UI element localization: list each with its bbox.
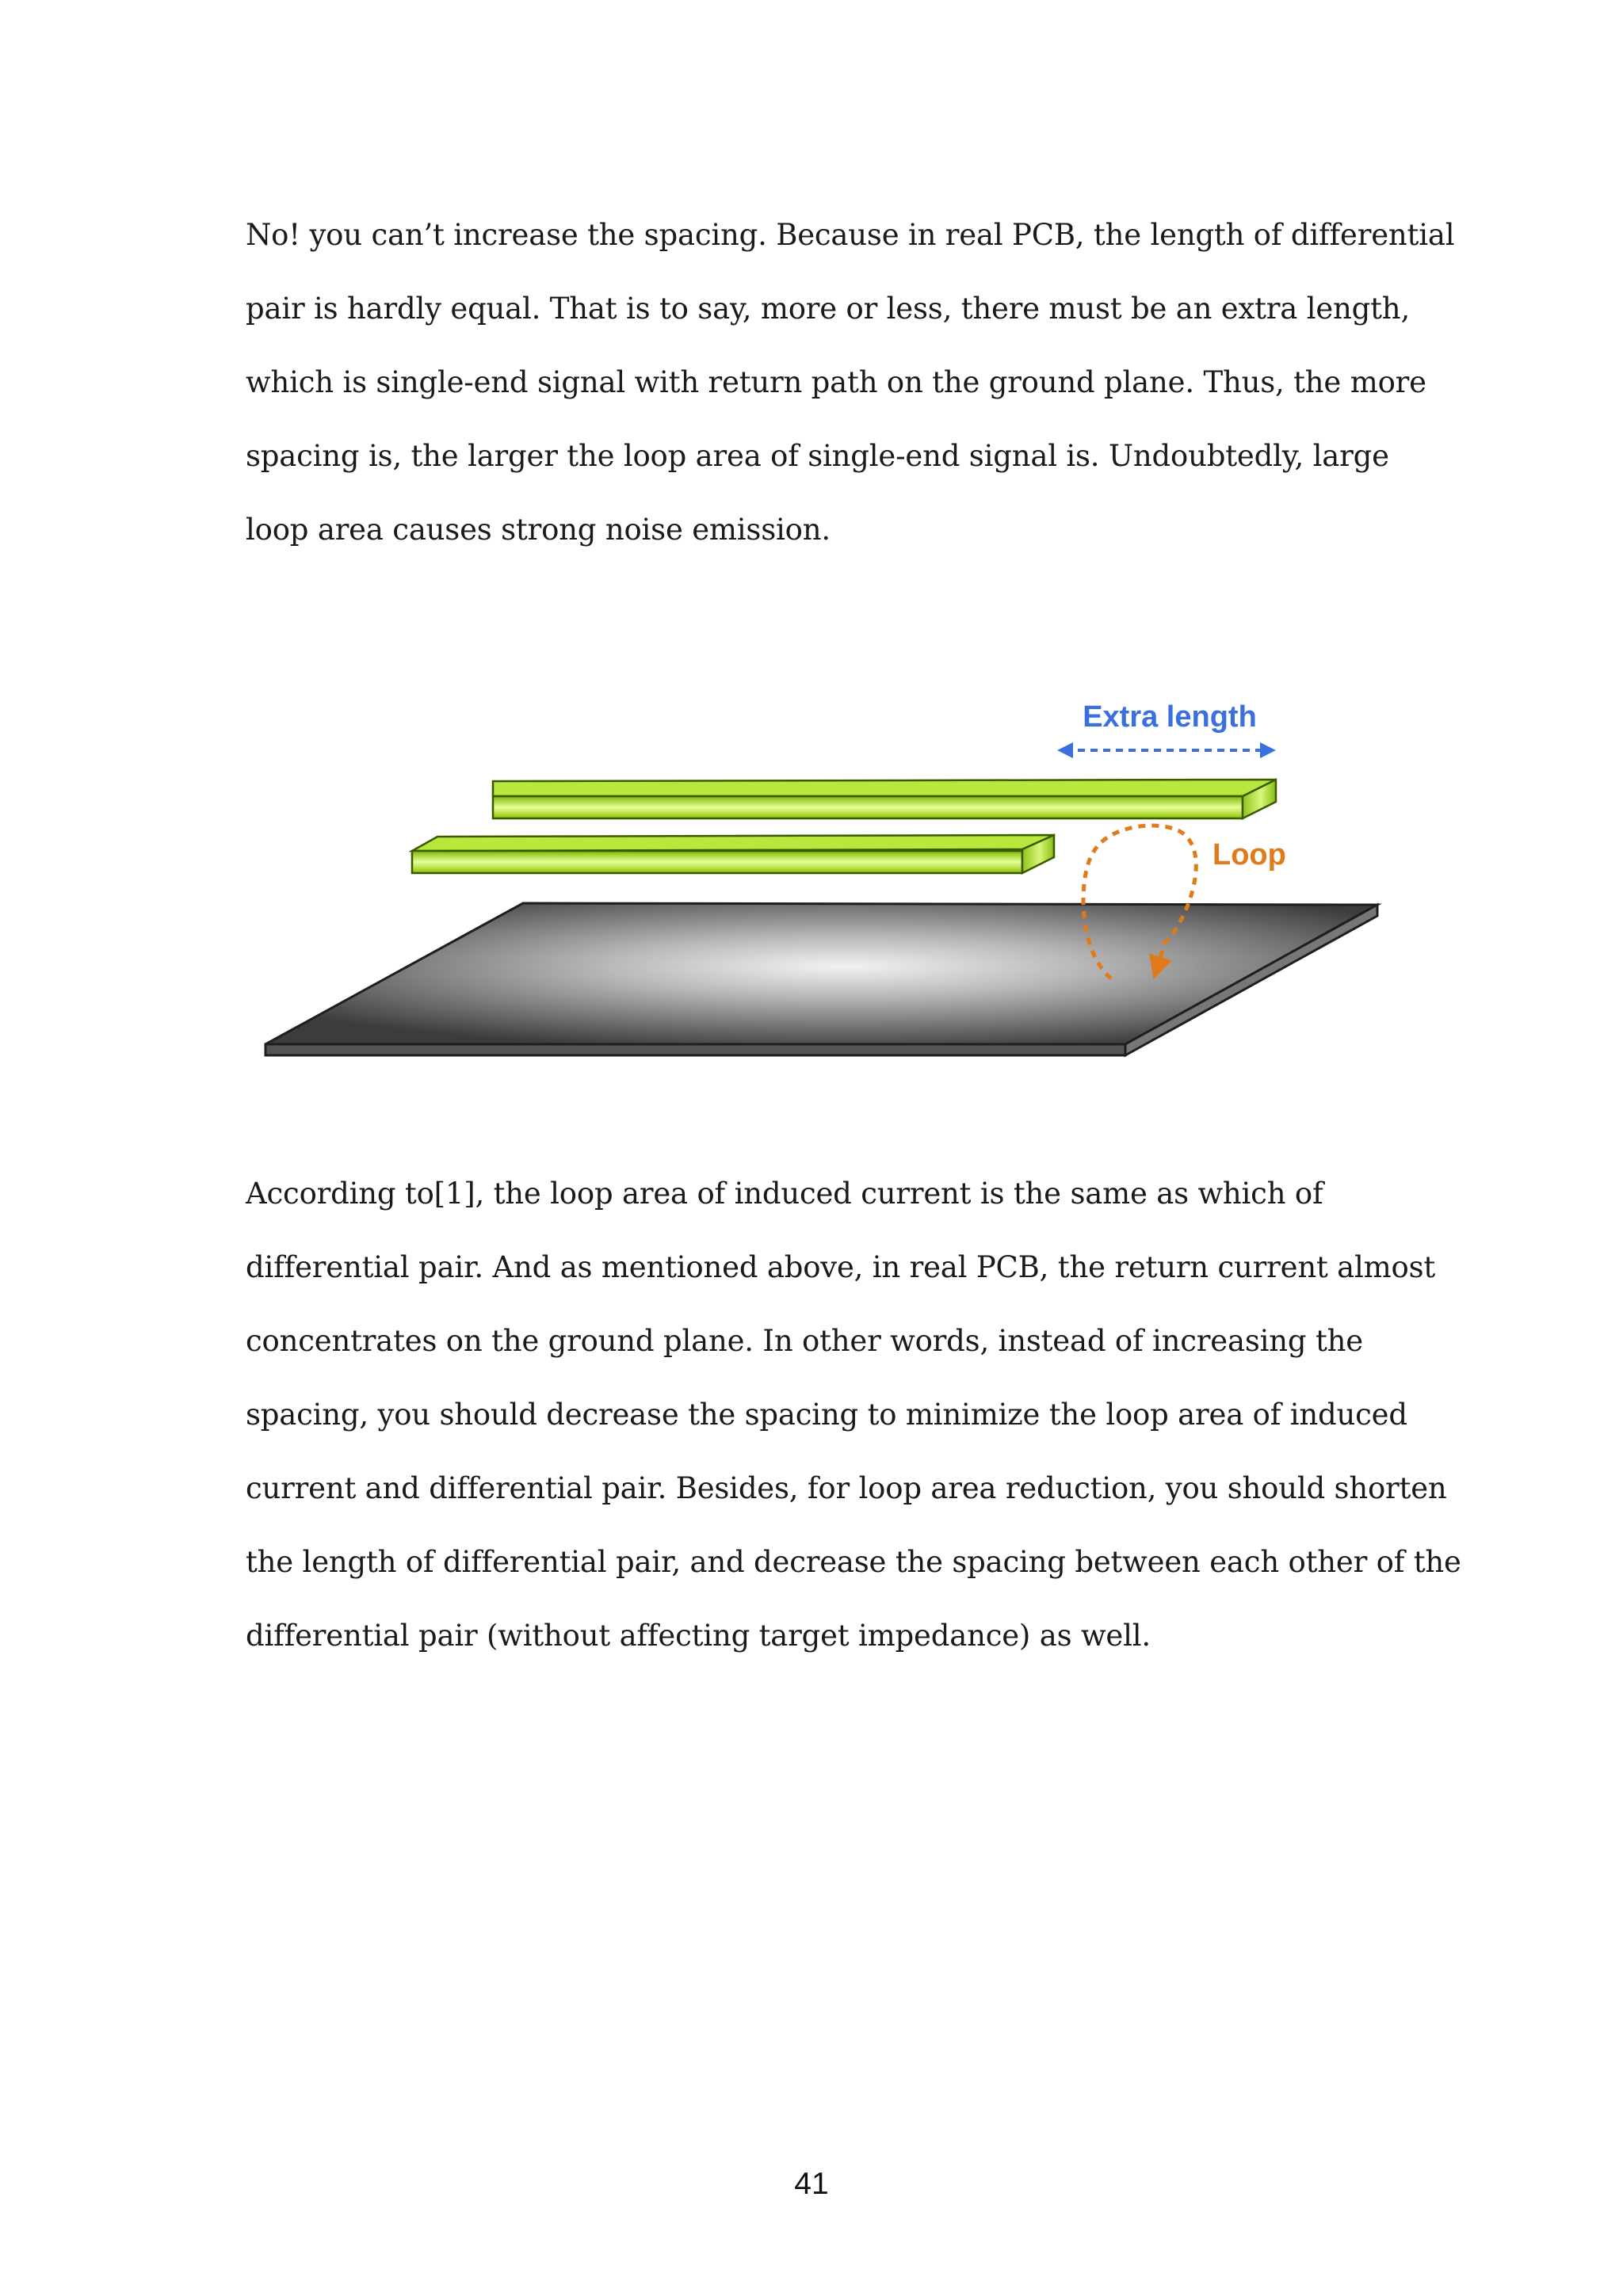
paragraph-line: spacing, you should decrease the spacing to minimize the loop area of induced <box>246 1398 1407 1432</box>
paragraph-line: concentrates on the ground plane. In other words, instead of increasing the <box>246 1324 1363 1358</box>
paragraph-line: differential pair. And as mentioned above, in real PCB, the return current almost <box>246 1250 1436 1284</box>
paragraph-line: pair is hardly equal. That is to say, more or less, there must be an extra length, <box>246 292 1411 326</box>
page-number: 41 <box>794 2167 829 2201</box>
short-trace <box>412 835 1054 873</box>
paragraph-intro <box>246 198 1455 566</box>
paragraph-line: According to[1], the loop area of induced current is the same as which of <box>246 1177 1323 1211</box>
paragraph-line: which is single-end signal with return path on the ground plane. Thus, the more <box>246 365 1426 399</box>
paragraph-line: loop area causes strong noise emission. <box>246 513 831 547</box>
ground-plane <box>265 903 1377 1055</box>
paragraph-line: spacing is, the larger the loop area of single-end signal is. Undoubtedly, large <box>246 439 1389 473</box>
extra-length-annotation <box>1065 700 1268 750</box>
paragraph-line: the length of differential pair, and decrease the spacing between each other of the <box>246 1545 1461 1579</box>
extra-length-label: Extra length <box>1083 700 1257 734</box>
long-trace <box>493 780 1276 818</box>
paragraph-line: differential pair (without affecting target impedance) as well. <box>246 1619 1151 1653</box>
differential-pair-figure <box>254 681 1395 1085</box>
paragraph-conclusion <box>246 1157 1461 1672</box>
loop-label: Loop <box>1212 838 1286 871</box>
paragraph-line: No! you can’t increase the spacing. Because in real PCB, the length of differential <box>246 218 1455 252</box>
paragraph-line: current and differential pair. Besides, for loop area reduction, you should shorten <box>246 1471 1447 1505</box>
